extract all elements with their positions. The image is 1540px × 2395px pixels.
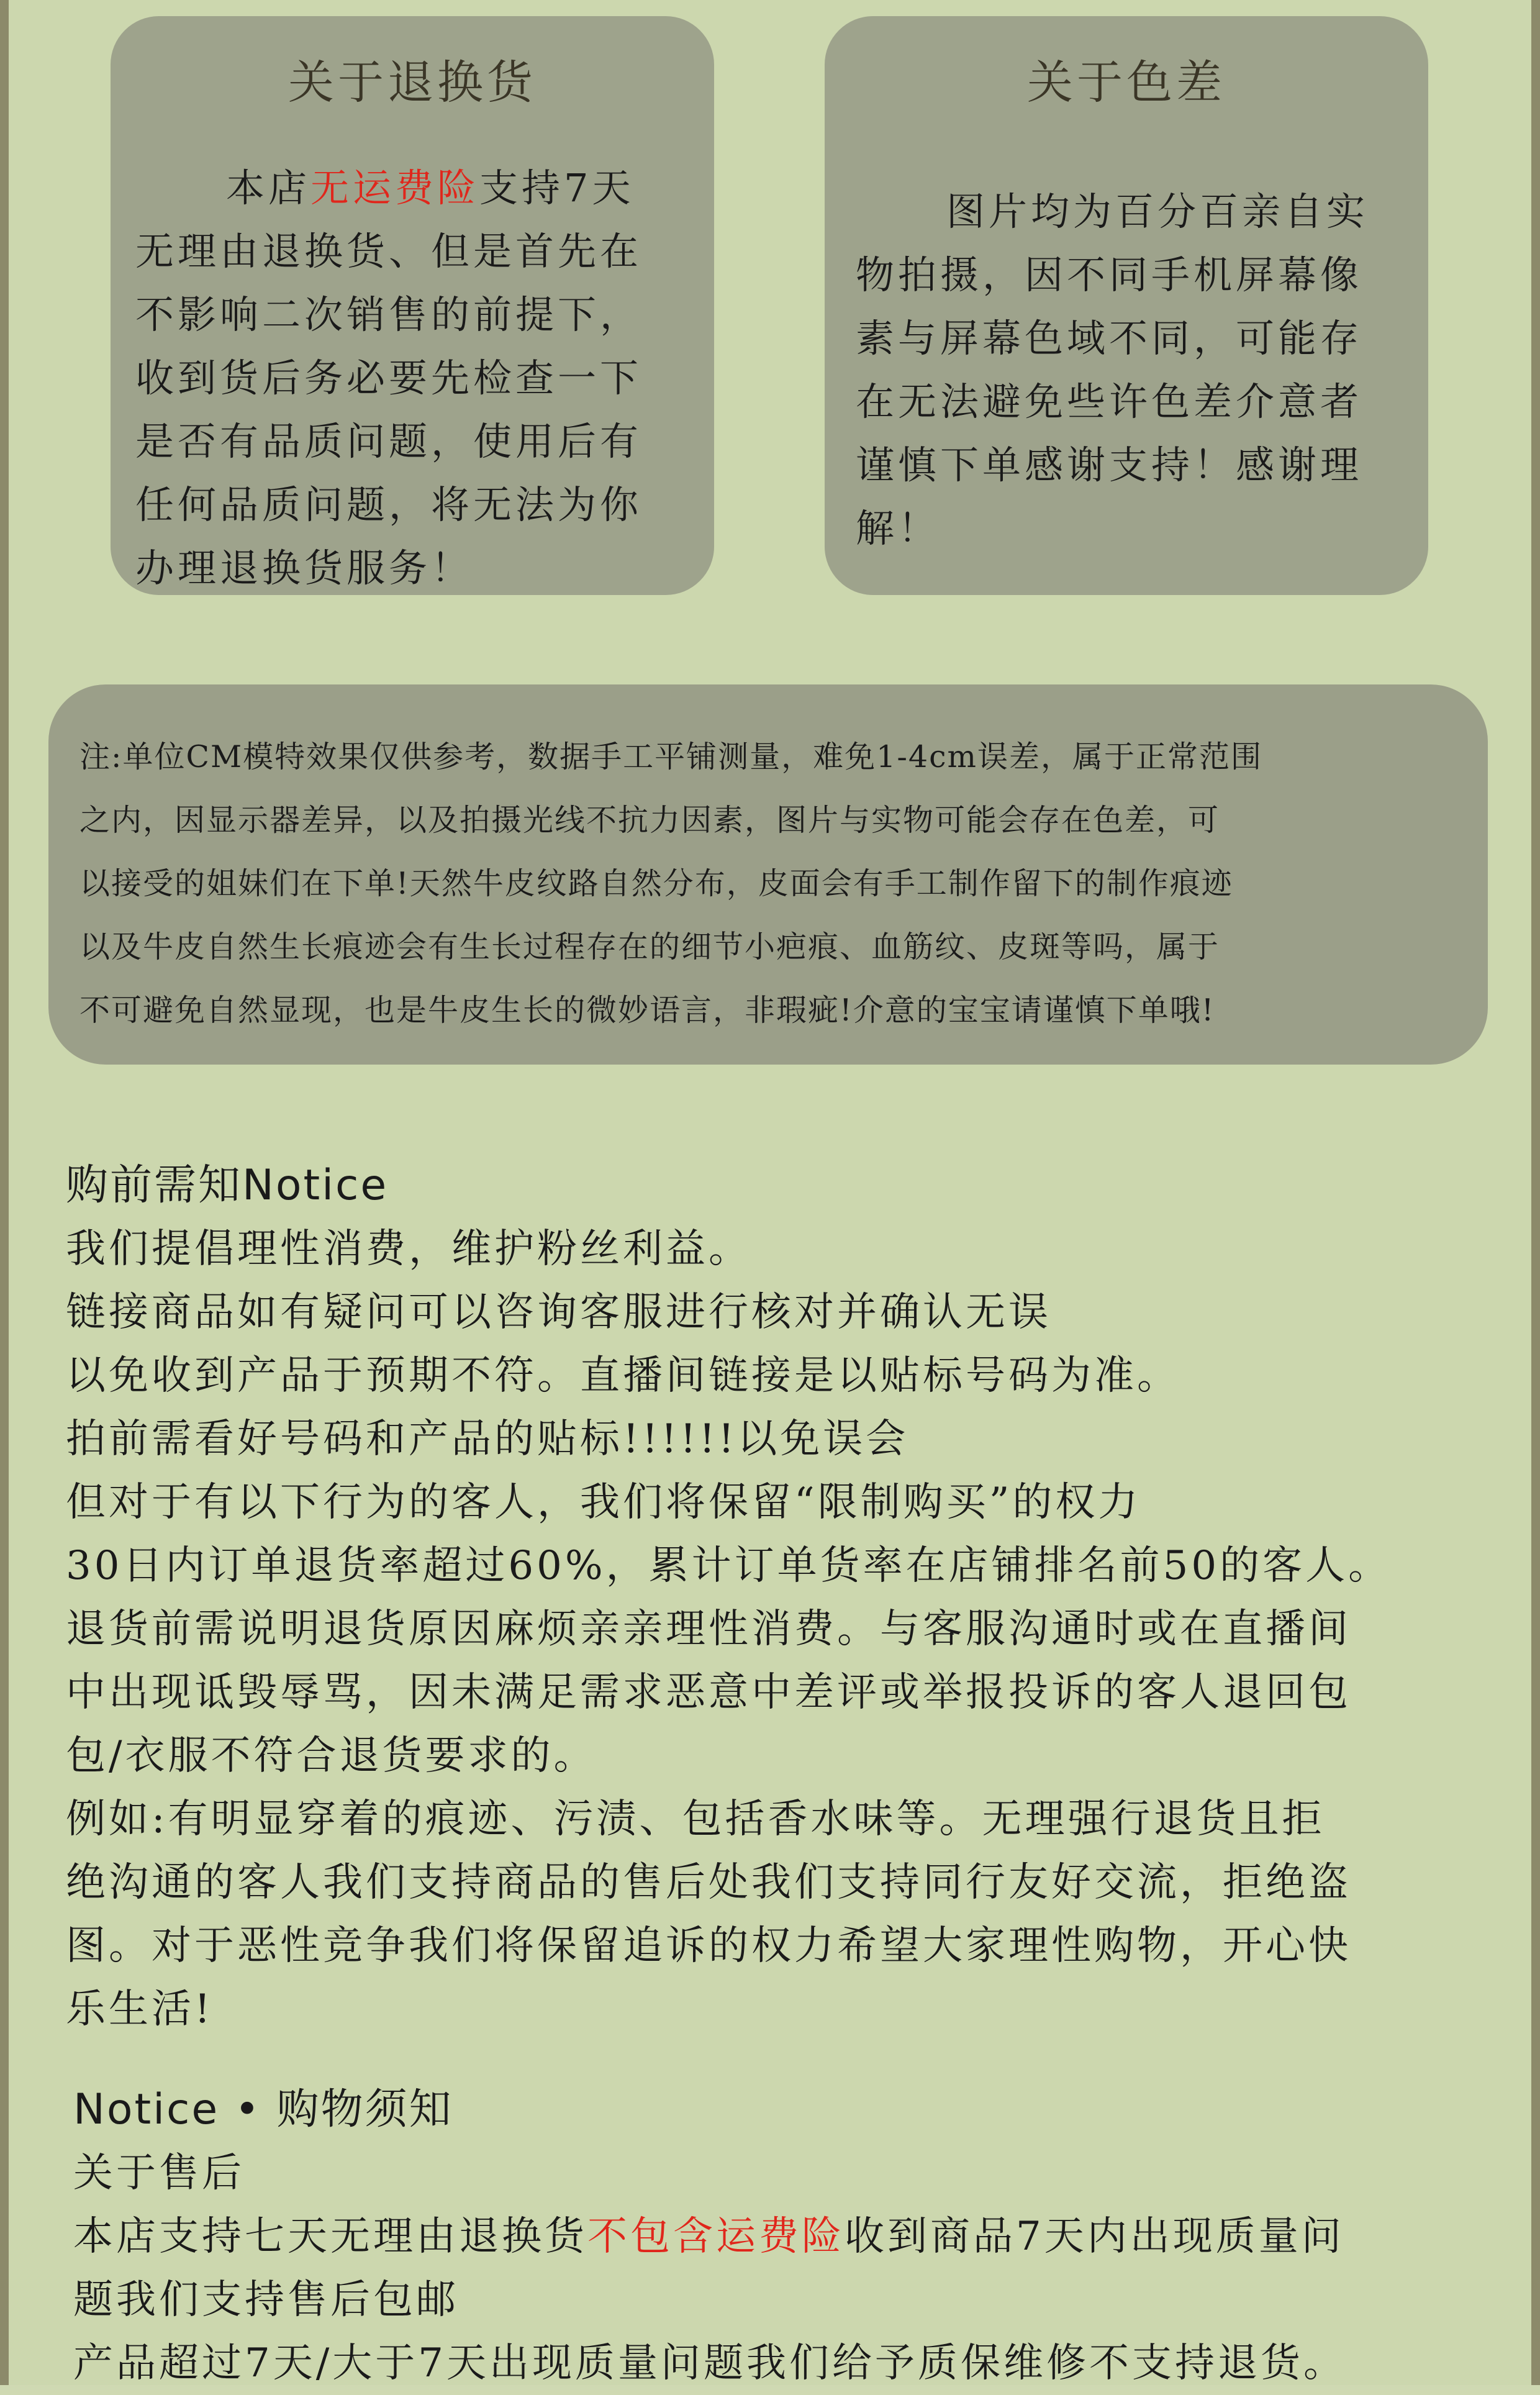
left-border [0, 0, 9, 2385]
notice-line-8: 中出现诋毁辱骂，因未满足需求恶意中差评或举报投诉的客人退回包 [66, 1670, 1351, 1716]
color-line-4: 在无法避免些许色差介意者 [856, 379, 1363, 424]
notice-line-12: 图。对于恶性竞争我们将保留追诉的权力希望大家理性购物，开心快 [66, 1923, 1351, 1969]
note-line-4: 以及牛皮自然生长痕迹会有生长过程存在的细节小疤痕、血筋纹、皮斑等吗，属于 [79, 929, 1220, 965]
right-border [1531, 0, 1540, 2385]
return-line-4: 收到货后务必要先检查一下 [135, 355, 643, 401]
color-line-2: 物拍摄，因不同手机屏幕像 [856, 252, 1363, 298]
note-text [79, 725, 1464, 1042]
notice-line-6: 30日内订单退货率超过60%，累计订单货率在店铺排名前50的客人。 [66, 1543, 1392, 1589]
notice-line-4: 拍前需看好号码和产品的贴标!!!!!!以免误会 [66, 1416, 909, 1462]
return-line-1 [135, 157, 707, 220]
color-card-body [856, 180, 1421, 560]
shopping-notice [73, 2078, 1502, 2395]
shopping-line-1 [73, 2205, 1502, 2268]
pre-purchase-notice [66, 1154, 1494, 2041]
shopping-line-1-pre: 本店支持七天无理由退换货 [73, 2214, 587, 2260]
notice-line-13: 乐生活! [66, 1986, 214, 2032]
no-shipping-insurance-included: 不包含运费险 [587, 2214, 845, 2260]
note-line-1: 注:单位CM模特效果仅供参考，数据手工平铺测量，难免1-4cm误差，属于正常范围 [79, 739, 1262, 775]
note-line-2: 之内，因显示器差异，以及拍摄光线不抗力因素，图片与实物可能会存在色差，可 [79, 802, 1220, 838]
return-line-7: 办理退换货服务！ [135, 545, 474, 591]
notice-line-2: 链接商品如有疑问可以咨询客服进行核对并确认无误 [66, 1289, 1051, 1335]
return-line-6: 任何品质问题，将无法为你 [135, 482, 643, 527]
color-difference-card [825, 16, 1428, 595]
color-line-1: 图片均为百分百亲自实 [946, 189, 1369, 234]
notice-line-7: 退货前需说明退货原因麻烦亲亲理性消费。与客服沟通时或在直播间 [66, 1606, 1351, 1652]
return-line-5: 是否有品质问题，使用后有 [135, 419, 643, 464]
return-line-2: 无理由退换货、但是首先在 [135, 229, 643, 274]
shopping-heading: Notice • 购物须知 [73, 2085, 453, 2134]
return-exchange-card [111, 16, 714, 595]
color-line-5: 谨慎下单感谢支持！感谢理 [856, 442, 1363, 488]
notice-line-5: 但对于有以下行为的客人，我们将保留“限制购买”的权力 [66, 1479, 1141, 1525]
notice-line-10: 例如:有明显穿着的痕迹、污渍、包括香水味等。无理强行退货且拒 [66, 1796, 1325, 1842]
no-shipping-insurance-text: 无运费险 [310, 165, 480, 211]
shopping-line-2: 题我们支持售后包邮 [73, 2277, 459, 2323]
return-card-title: 关于退换货 [288, 56, 537, 109]
return-line-1-post: 支持7天 [479, 165, 635, 211]
return-line-3: 不影响二次销售的前提下， [135, 292, 643, 337]
note-box [48, 684, 1488, 1065]
notice-line-9: 包/衣服不符合退货要求的。 [66, 1733, 597, 1779]
note-line-5: 不可避免自然显现，也是牛皮生长的微妙语言，非瑕疵!介意的宝宝请谨慎下单哦! [79, 993, 1215, 1028]
notice-line-11: 绝沟通的客人我们支持商品的售后处我们支持同行友好交流，拒绝盗 [66, 1860, 1351, 1906]
after-sales-subheading: 关于售后 [73, 2150, 245, 2196]
shopping-line-3: 产品超过7天/大于7天出现质量问题我们给予质保维修不支持退货。 [73, 2340, 1346, 2386]
note-line-3: 以接受的姐妹们在下单!天然牛皮纹路自然分布，皮面会有手工制作留下的制作痕迹 [79, 866, 1233, 901]
shopping-line-1-post: 收到商品7天内出现质量问 [845, 2214, 1344, 2260]
color-line-6: 解！ [856, 506, 941, 551]
notice-line-1: 我们提倡理性消费，维护粉丝利益。 [66, 1226, 751, 1272]
notice-heading: 购前需知Notice [66, 1161, 389, 1210]
color-card-title: 关于色差 [1027, 56, 1226, 109]
return-card-body [135, 157, 707, 600]
return-line-1-pre: 本店 [226, 165, 311, 211]
color-line-3: 素与屏幕色域不同，可能存 [856, 316, 1363, 361]
notice-line-3: 以免收到产品于预期不符。直播间链接是以贴标号码为准。 [66, 1353, 1180, 1399]
